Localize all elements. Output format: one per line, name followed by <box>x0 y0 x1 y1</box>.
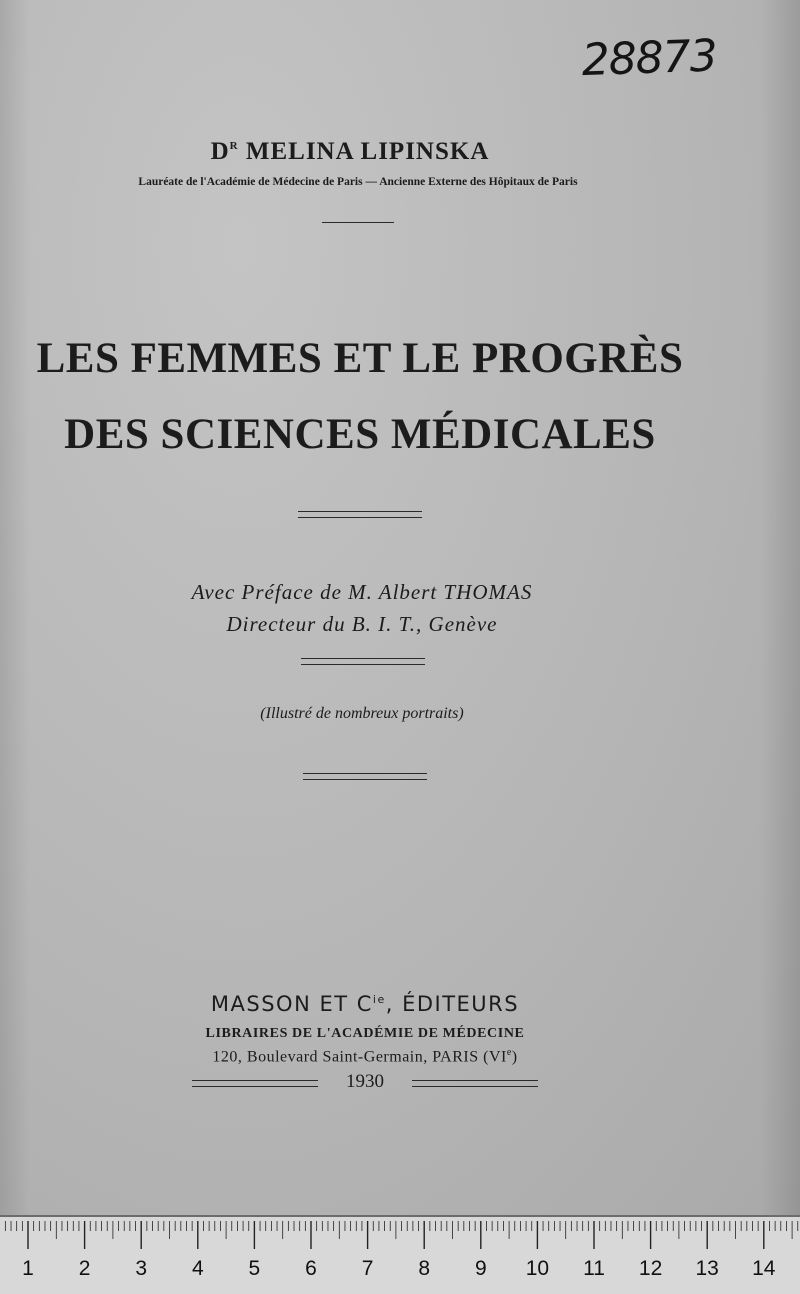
publisher-libraires: LIBRAIRES DE L'ACADÉMIE DE MÉDECINE <box>205 1026 525 1041</box>
ruler-label: 1 <box>22 1257 34 1280</box>
book-title-line-1: LES FEMMES ET LE PROGRÈS <box>36 335 684 382</box>
ruler-label: 13 <box>695 1257 719 1280</box>
ruler-label: 11 <box>583 1257 605 1280</box>
author-prefix: D <box>210 138 230 165</box>
preface-line-1: Avec Préface de M. Albert THOMAS <box>191 580 533 604</box>
ruler-label: 12 <box>638 1257 663 1280</box>
ruler-label: 7 <box>361 1257 374 1280</box>
publisher-name <box>0 992 730 1016</box>
publisher-name-sup: ie <box>372 993 386 1006</box>
year-rule-right <box>412 1080 538 1087</box>
author-name: MELINA LIPINSKA <box>238 138 490 165</box>
publisher-name-tail: , ÉDITEURS <box>385 992 520 1016</box>
publisher-address <box>0 1047 730 1066</box>
author-credentials: Lauréate de l'Académie de Médecine de Paris — Ancienne Externe des Hôpitaux de Paris <box>138 176 578 188</box>
ruler-label: 4 <box>191 1257 204 1280</box>
ruler-label: 10 <box>525 1257 550 1280</box>
ruler-label: 3 <box>135 1257 148 1280</box>
ruler-label: 8 <box>418 1257 431 1280</box>
book-title-line-2: DES SCIENCES MÉDICALES <box>64 411 656 458</box>
short-divider <box>322 222 394 223</box>
measurement-ruler <box>0 1215 800 1294</box>
preface-line-2: Directeur du B. I. T., Genève <box>226 612 498 636</box>
double-divider-1 <box>298 511 422 518</box>
author-line <box>0 138 700 166</box>
ruler-label: 9 <box>474 1257 487 1280</box>
double-divider-3 <box>303 773 427 780</box>
ruler-label: 5 <box>248 1257 261 1280</box>
ruler-label: 6 <box>305 1257 317 1280</box>
publication-year: 1930 <box>346 1071 384 1092</box>
ruler-ticks <box>0 1217 800 1294</box>
ruler-label: 2 <box>78 1257 91 1280</box>
illustration-note: (Illustré de nombreux portraits) <box>260 705 464 722</box>
address-sup: e <box>506 1047 512 1058</box>
handwritten-accession-number: 28873 <box>580 30 718 87</box>
page-shadow-right <box>760 0 800 1215</box>
author-prefix-sup: R <box>229 140 239 152</box>
address-tail: ) <box>511 1048 518 1066</box>
ruler-label: 14 <box>752 1257 776 1280</box>
publisher-name-main: MASSON ET C <box>210 992 373 1016</box>
double-divider-2 <box>301 658 425 665</box>
address-main: 120, Boulevard Saint-Germain, PARIS (VI <box>212 1048 507 1066</box>
